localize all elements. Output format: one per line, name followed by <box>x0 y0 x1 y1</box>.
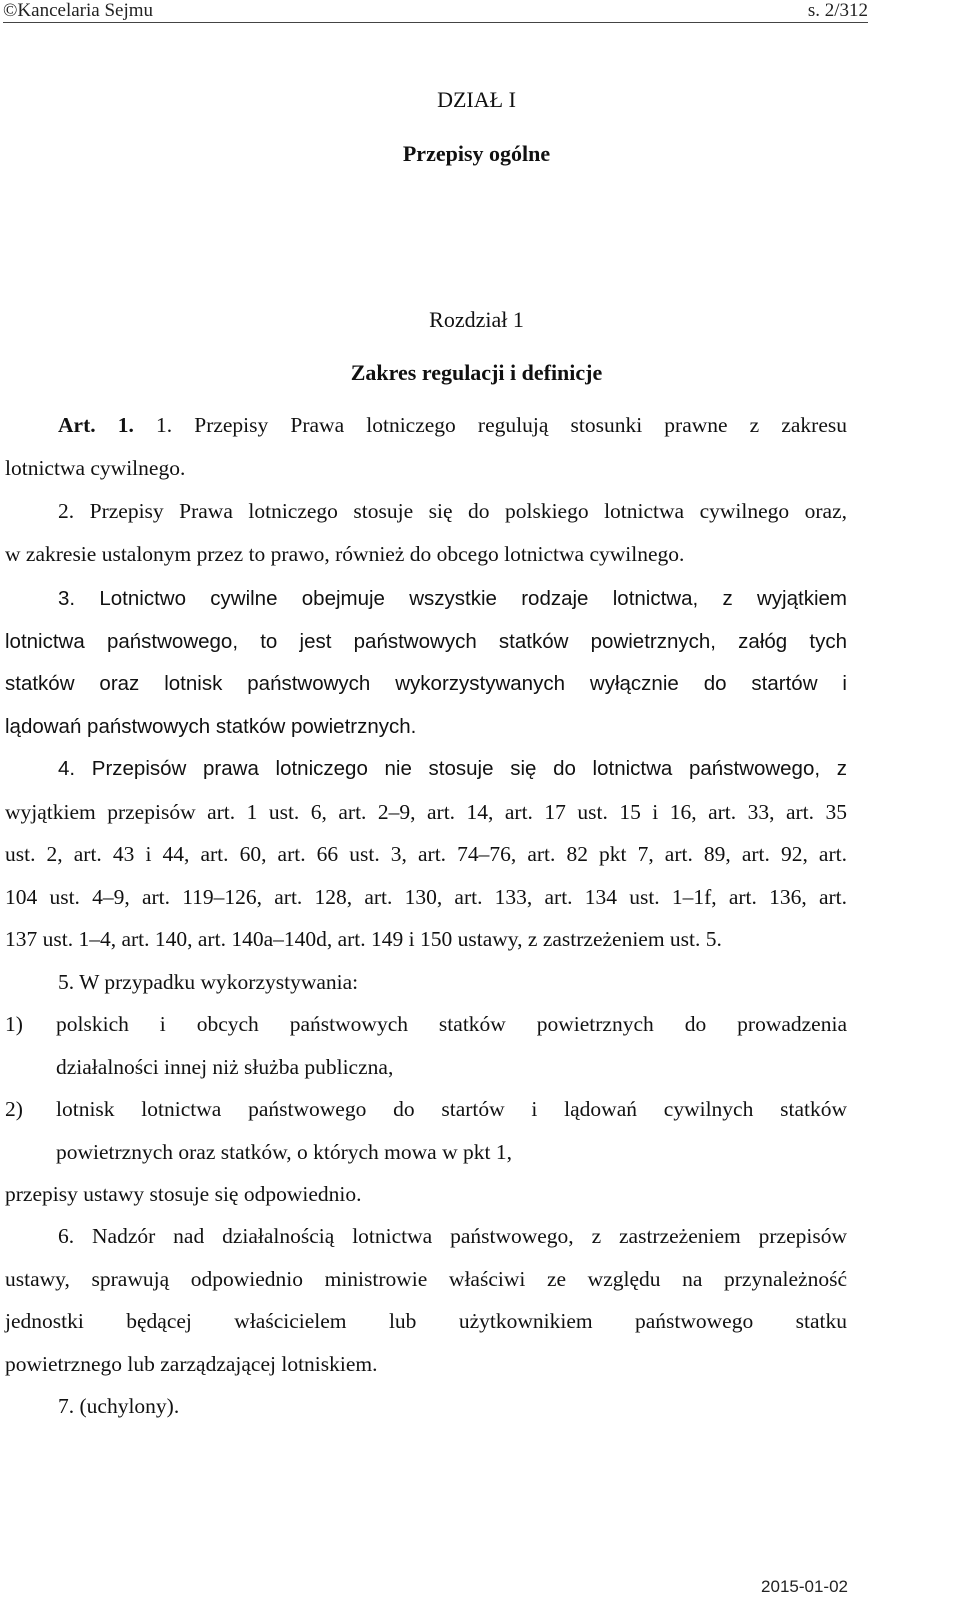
art1-ust1 <box>5 404 847 489</box>
art1-ust3-line: statków oraz lotnisk państwowych wykorzystywanych wyłącznie do startów i <box>5 672 847 695</box>
art1-ust6-line: powietrznego lub zarządzającej lotniskiem. <box>5 1351 378 1376</box>
art1-ust4-line: ust. 2, art. 43 i 44, art. 60, art. 66 ust. 3, art. 74–76, art. 82 pkt 7, art. 89, art. 92, art. <box>5 842 847 866</box>
art1-ust1-line: lotnictwa cywilnego. <box>5 455 186 480</box>
list-item <box>56 1003 847 1088</box>
art1-ust5-outro-line: przepisy ustawy stosuje się odpowiednio. <box>5 1182 362 1206</box>
list-item-line: polskich i obcych państwowych statków powietrznych do prowadzenia <box>56 1012 847 1036</box>
art1-ust3-line: lotnictwa państwowego, to jest państwowych statków powietrznych, załóg tych <box>5 629 847 653</box>
list-item-line: lotnisk lotnictwa państwowego do startów i lądowań cywilnych statków <box>56 1097 847 1121</box>
art1-ust2 <box>5 490 847 575</box>
art1-ust3-line: lądowań państwowych statków powietrznych. <box>5 714 417 738</box>
header-page-number: s. 2/312 <box>807 0 868 21</box>
art1-ust6-line: jednostki będącej właścicielem lub użytkownikiem państwowego statku <box>5 1309 847 1333</box>
art1-ust3 <box>5 578 847 748</box>
art1-ust7 <box>5 1385 847 1428</box>
rozdzial-heading: Rozdział 1 <box>429 307 524 332</box>
dzial-title: Przepisy ogólne <box>402 141 551 166</box>
header-divider <box>3 22 868 23</box>
art1-ust3-line: 3. Lotnictwo cywilne obejmuje wszystkie rodzaje lotnictwa, z wyjątkiem <box>58 587 847 610</box>
art1-ust2-line: w zakresie ustalonym przez to prawo, również do obcego lotnictwa cywilnego. <box>5 541 685 566</box>
art1-ust5-intro-line: 5. W przypadku wykorzystywania: <box>58 970 359 994</box>
header-copyright: ©Kancelaria Sejmu <box>3 0 154 21</box>
art1-ust4 <box>5 748 847 961</box>
rozdzial-title: Zakres regulacji i definicje <box>350 360 603 385</box>
dzial-heading: DZIAŁ I <box>437 87 516 112</box>
art1-ust7-line: 7. (uchylony). <box>58 1394 180 1418</box>
list-item-number: 1) <box>5 1012 23 1036</box>
art1-ust4-line: 137 ust. 1–4, art. 140, art. 140a–140d, art. 149 i 150 ustawy, z zastrzeżeniem ust. 5. <box>5 927 722 951</box>
art1-ust1-line: Art. 1. 1. Przepisy Prawa lotniczego regulują stosunki prawne z zakresu <box>58 413 847 437</box>
art1-ust4-line: 104 ust. 4–9, art. 119–126, art. 128, art. 130, art. 133, art. 134 ust. 1–1f, art. 136, art. <box>5 884 847 909</box>
list-item-line: powietrznych oraz statków, o których mowa w pkt 1, <box>56 1139 512 1164</box>
art1-ust6-line: ustawy, sprawują odpowiednio ministrowie właściwi ze względu na przynależność <box>5 1266 847 1291</box>
footer-date: 2015-01-02 <box>761 1577 848 1596</box>
art1-ust4-line: 4. Przepisów prawa lotniczego nie stosuje się do lotnictwa państwowego, z <box>58 757 847 780</box>
art1-ust6 <box>5 1215 847 1385</box>
art1-ust6-line: 6. Nadzór nad działalnością lotnictwa państwowego, z zastrzeżeniem przepisów <box>58 1224 847 1248</box>
art1-ust5-intro <box>5 961 847 1004</box>
article-label: Art. 1. <box>58 413 134 437</box>
art1-ust5-outro <box>5 1173 847 1216</box>
list-item <box>56 1088 847 1173</box>
art1-ust4-line: wyjątkiem przepisów art. 1 ust. 6, art. 2–9, art. 14, art. 17 ust. 15 i 16, art. 33, art. 35 <box>5 799 847 824</box>
art1-ust2-line: 2. Przepisy Prawa lotniczego stosuje się do polskiego lotnictwa cywilnego oraz, <box>58 499 847 523</box>
list-item-line: działalności innej niż służba publiczna, <box>56 1054 394 1079</box>
list-item-number: 2) <box>5 1097 23 1121</box>
